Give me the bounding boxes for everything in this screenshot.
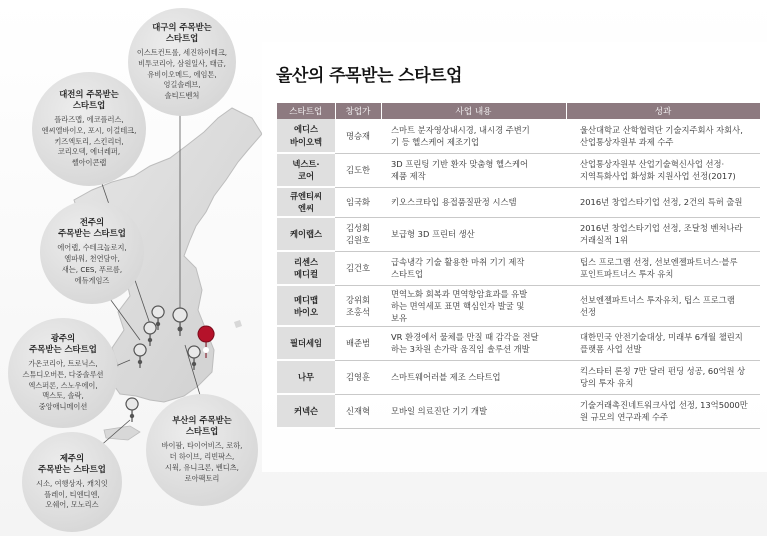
table-row [277, 285, 760, 326]
result: 킥스타터 론칭 7만 달러 펀딩 성공, 60억원 상 당의 투자 유치 [566, 360, 760, 394]
bubble-daegu-title: 대구의 주목받는 스타트업 [152, 22, 212, 43]
bubble-daejeon [32, 72, 146, 186]
result: 울산대학교 산학협력단 기술지주회사 자회사, 산업통상자원부 과제 수주 [566, 119, 760, 153]
bubble-busan [146, 394, 258, 506]
startup-name: 커넥슨 [277, 394, 335, 428]
bubble-gwangju-title: 광주의 주목받는 스타트업 [29, 333, 97, 354]
founder: 김성회 김원호 [335, 217, 381, 251]
result: 기술거래촉진네트워크사업 선정, 13억5000만 원 규모의 연구과제 수주 [566, 394, 760, 428]
bubble-daegu-list: 이스트컨트롤, 세진하이테크, 비투코리아, 삼원일사, 태금, 유비이오메드, 에임톤, 엉길솔레브, 솔티드벤처 [136, 47, 228, 101]
founder: 강위회 조홍석 [335, 285, 381, 326]
result: 산업통상자원부 산업기술혁신사업 선정· 지역특화사업 화성화 지원사업 선정(2017) [566, 153, 760, 187]
startup-table [277, 103, 761, 429]
startup-name: 넥스트· 코어 [277, 153, 335, 187]
bubble-jeonju-list: 에어랩, 수테크놀로지, 엠파워, 천연담아, 새는, CES, 푸르름, 에듀게임즈 [57, 243, 127, 285]
founder: 임국화 [335, 187, 381, 217]
table-row [277, 217, 760, 251]
business: VR 환경에서 물체를 만질 때 감각을 전달 하는 3차원 손가락 움직임 솔루션 개발 [381, 326, 566, 360]
business: 모바일 의료진단 기기 개발 [381, 394, 566, 428]
table-row [277, 153, 760, 187]
table-row [277, 394, 760, 428]
startup-name: 나무 [277, 360, 335, 394]
startup-name: 케이랩스 [277, 217, 335, 251]
header-startup: 스타트업 [277, 103, 335, 119]
result: 2016년 창업스타기업 선정, 조달청 벤처나라 거래실적 1위 [566, 217, 760, 251]
table-row [277, 187, 760, 217]
business: 키오스크타입 용접품질판정 시스템 [381, 187, 566, 217]
bubble-jeonju [40, 200, 144, 304]
header-founder: 창업가 [335, 103, 381, 119]
business: 면역노화 회복과 면역항암효과를 유발 하는 면역세포 표면 핵심인자 발굴 및 보유 [381, 285, 566, 326]
table-row [277, 360, 760, 394]
result: 2016년 창업스타기업 선정, 2건의 특허 출원 [566, 187, 760, 217]
result: 선보엔젤파트너스 투자유치, 팁스 프로그램 선정 [566, 285, 760, 326]
bubble-jeju-list: 시소, 여행상자, 캐치잇 플레이, 티엔디엔, 오쉐어, 모노리스 [36, 478, 108, 510]
founder: 김건호 [335, 251, 381, 285]
page-title: 울산의 주목받는 스타트업 [276, 66, 462, 86]
founder: 김도한 [335, 153, 381, 187]
business: 3D 프린팅 기반 환자 맞춤형 헬스케어 제품 제작 [381, 153, 566, 187]
bubble-jeju-title: 제주의 주목받는 스타트업 [38, 452, 106, 474]
bubble-gwangju-list: 가온코리아, 트로닉스, 스튜디오버튼, 다중솔루션 엑스퍼론, 스노우에이, 맥스토, 솔락, 중앙애니메이션 [22, 358, 104, 412]
startup-name: 큐엔티씨 엔씨 [277, 187, 335, 217]
bubble-busan-title: 부산의 주목받는 스타트업 [172, 415, 232, 437]
table-row [277, 119, 760, 153]
founder: 신재혁 [335, 394, 381, 428]
business: 스마트 분자영상내시경, 내시경 주변기 기 등 헬스케어 제조기업 [381, 119, 566, 153]
table-header-row [277, 103, 760, 119]
bubble-jeju [22, 432, 122, 532]
table-row [277, 251, 760, 285]
business: 스마트웨어러블 제조 스타트업 [381, 360, 566, 394]
bubble-jeonju-title: 전주의 주목받는 스타트업 [58, 217, 126, 239]
header-business: 사업 내용 [381, 103, 566, 119]
result: 팁스 프로그램 선정, 선보엔젤파트너스·블루 포인트파트너스 투자 유치 [566, 251, 760, 285]
result: 대한민국 안전기술대상, 미래부 6개월 챌린지 플랫폼 사업 선발 [566, 326, 760, 360]
founder: 김영훈 [335, 360, 381, 394]
bubble-daegu [128, 8, 236, 116]
startup-name: 에디스 바이오텍 [277, 119, 335, 153]
header-result: 성과 [566, 103, 760, 119]
bubble-busan-list: 바이팜, 타이어비즈, 로하, 더 하이브, 리빈팍스, 시웍, 유니크론, 벤디츠, 로아팩토리 [161, 441, 243, 483]
startup-name: 필더세임 [277, 326, 335, 360]
startup-name: 리센스 메디컬 [277, 251, 335, 285]
bubble-gwangju [8, 318, 118, 428]
business: 보급형 3D 프린터 생산 [381, 217, 566, 251]
startup-name: 메디맵 바이오 [277, 285, 335, 326]
founder: 명승재 [335, 119, 381, 153]
bubble-daejeon-title: 대전의 주목받는 스타트업 [59, 89, 119, 110]
founder: 배준범 [335, 326, 381, 360]
business: 급속냉각 기술 활용한 마취 기기 제작 스타트업 [381, 251, 566, 285]
bubble-daejeon-list: 플라즈맵, 에코플러스, 엔씨엘바이오, 포시, 이걸테크, 키즈엑토리, 스킨리더, 코리오덱, 에너레퍼, 쎌아이콘랩 [41, 114, 137, 168]
table-row [277, 326, 760, 360]
